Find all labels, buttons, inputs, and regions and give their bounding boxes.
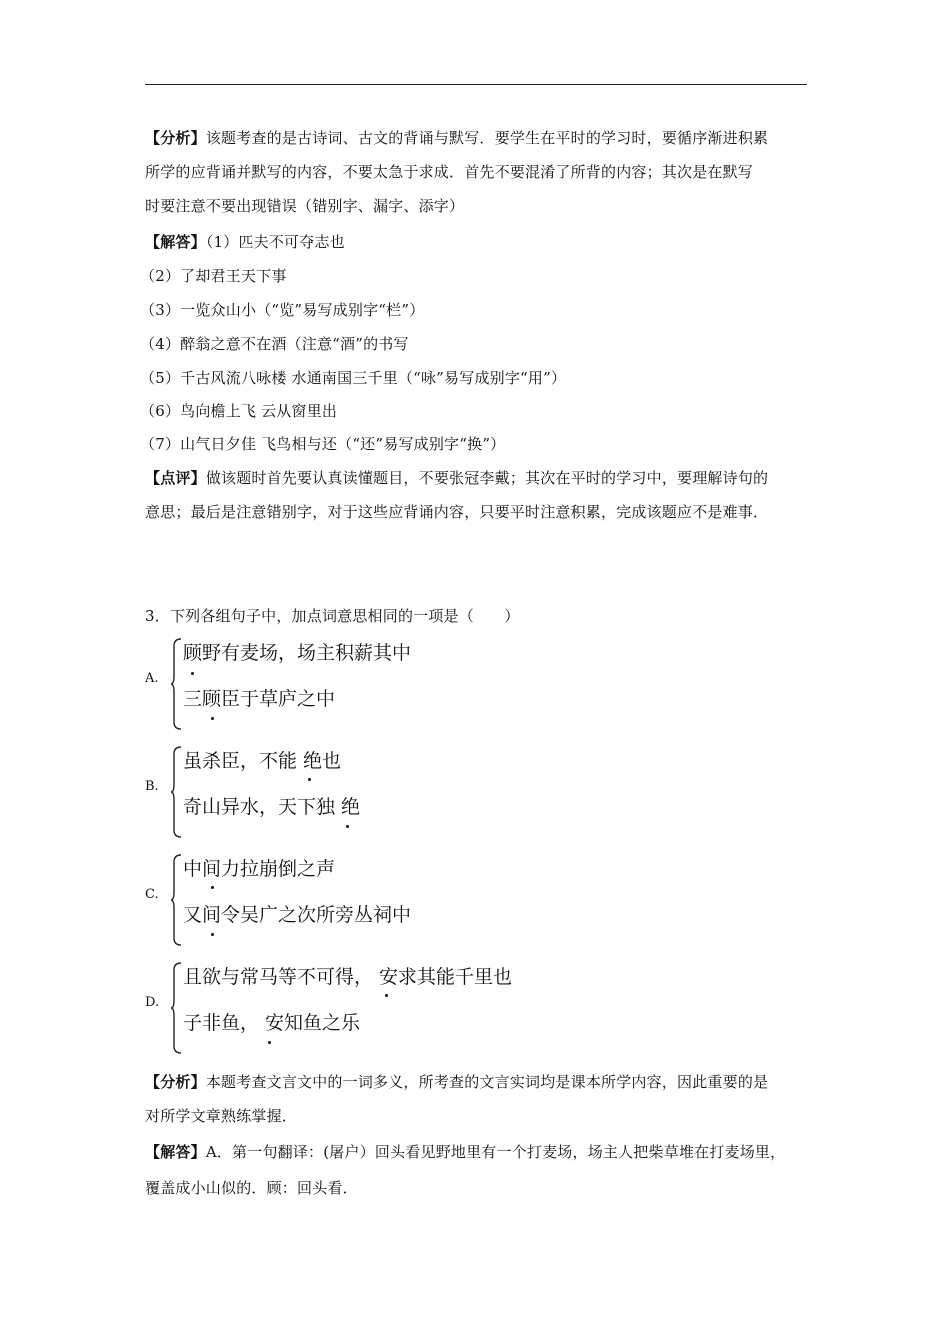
- option-b-sentence-1: 虽杀臣，不能 绝也: [183, 750, 342, 772]
- answer-item-4: （4）醉翁之意不在酒（注意“酒”的书写: [140, 335, 409, 353]
- option-d-brace: [170, 962, 182, 1054]
- emphasis-dot: [191, 672, 194, 675]
- option-a-letter: A.: [145, 671, 159, 686]
- emphasis-dot: [308, 778, 311, 781]
- option-b-brace: [170, 746, 182, 838]
- emphasis-dot: [268, 1041, 271, 1044]
- option-b-sentence-2: 奇山异水，天下独 绝: [183, 796, 361, 818]
- answer-item-1: （1）匹夫不可夺志也: [205, 233, 345, 251]
- option-a-brace: [170, 638, 182, 730]
- analysis2-line-1: [145, 1072, 768, 1092]
- analysis-tag: 【分析】: [145, 129, 206, 147]
- answer-item-2: （2）了却君王天下事: [140, 267, 287, 285]
- emphasis-dot: [211, 933, 214, 936]
- answer-tag: 【解答】: [145, 233, 206, 251]
- answer-item-7: （7）山气日夕佳 飞鸟相与还（“还”易写成别字“换”）: [140, 435, 506, 453]
- answer-item-3: （3）一览众山小（“览”易写成别字“栏”）: [140, 301, 425, 319]
- option-d-sentence-2: 子非鱼， 安知鱼之乐: [183, 1012, 361, 1034]
- analysis-line-3: 时要注意不要出现错误（错别字、漏字、添字）: [145, 197, 465, 215]
- analysis2-line-2: 对所学文章熟练掌握．: [145, 1107, 298, 1125]
- answer2-tag: 【解答】: [145, 1143, 206, 1161]
- option-a-sentence-2: 三顾臣于草庐之中: [183, 688, 336, 710]
- answer-line-1: [145, 232, 345, 252]
- answer2-text-1: A．第一句翻译：(屠户）回头看见野地里有一个打麦场，场主人把柴草堆在打麦场里，: [205, 1143, 786, 1161]
- header-rule: [145, 84, 807, 85]
- answer-item-5: （5）千古风流八咏楼 水通南国三千里（“咏”易写成别字“用”）: [140, 369, 567, 387]
- analysis2-text-1: 本题考查文言文中的一词多义，所考查的文言实词均是课本所学内容，因此重要的是: [205, 1073, 769, 1091]
- option-d-sentence-1: 且欲与常马等不可得， 安求其能千里也: [183, 966, 513, 988]
- comment-text-1: 做该题时首先要认真读懂题目，不要张冠李戴；其次在平时的学习中，要理解诗句的: [205, 469, 769, 487]
- option-d-letter: D.: [145, 995, 160, 1010]
- option-c-sentence-1: 中间力拉崩倒之声: [183, 858, 336, 880]
- comment-line-2: 意思；最后是注意错别字，对于这些应背诵内容，只要平时注意积累，完成该题应不是难事．: [145, 503, 769, 521]
- comment-tag: 【点评】: [145, 469, 206, 487]
- comment-line-1: [145, 468, 768, 488]
- option-c-letter: C.: [145, 887, 159, 902]
- analysis-line-2: 所学的应背诵并默写的内容，不要太急于求成．首先不要混淆了所背的内容；其次是在默写: [145, 163, 754, 181]
- answer-item-6: （6）鸟向檐上飞 云从窗里出: [140, 402, 338, 420]
- emphasis-dot: [346, 825, 349, 828]
- emphasis-dot: [385, 994, 388, 997]
- analysis-line-1: [145, 128, 768, 148]
- analysis2-tag: 【分析】: [145, 1073, 206, 1091]
- option-a-sentence-1: 顾野有麦场，场主积薪其中: [183, 642, 412, 664]
- answer2-line-1: [145, 1142, 785, 1162]
- emphasis-dot: [211, 886, 214, 889]
- option-c-sentence-2: 又间令吴广之次所旁丛祠中: [183, 904, 412, 926]
- question-stem: 3．下列各组句子中，加点词意思相同的一项是（ ）: [145, 607, 520, 625]
- option-c-brace: [170, 854, 182, 946]
- answer2-line-2: 覆盖成小山似的．顾：回头看．: [145, 1179, 358, 1197]
- option-b-letter: B.: [145, 779, 159, 794]
- emphasis-dot: [211, 717, 214, 720]
- analysis-text-1: 该题考查的是古诗词、古文的背诵与默写．要学生在平时的学习时，要循序渐进积累: [205, 129, 769, 147]
